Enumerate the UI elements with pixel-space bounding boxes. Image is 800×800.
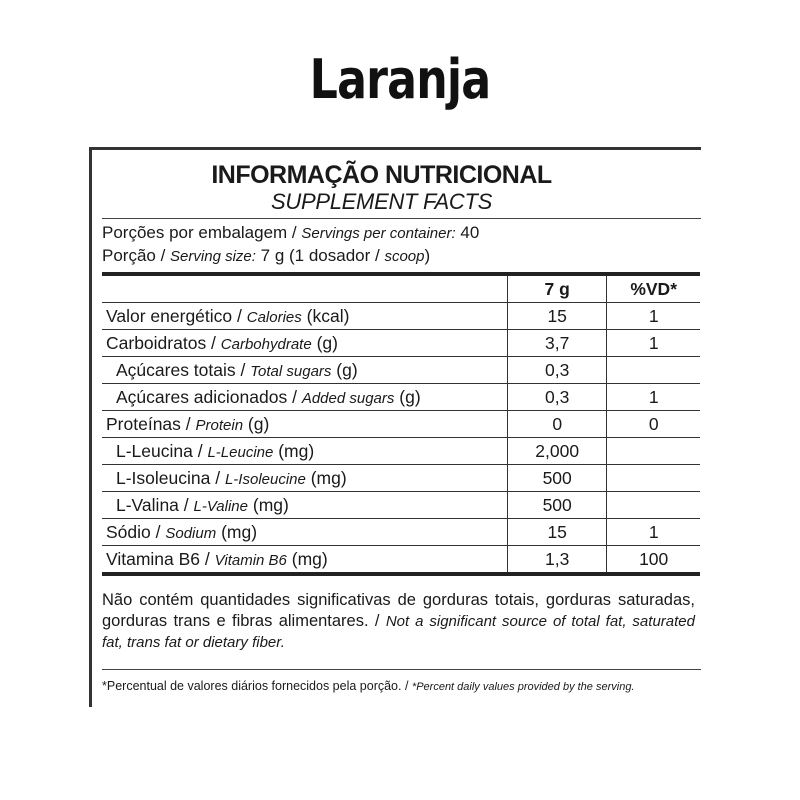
nutrient-amount: 0,3 <box>508 384 607 411</box>
nutrient-name-en: Vitamin B6 <box>214 551 287 569</box>
nutrient-name <box>102 519 508 546</box>
nutrient-amount: 15 <box>508 303 607 330</box>
table-row <box>102 384 700 411</box>
nutrient-amount: 3,7 <box>508 330 607 357</box>
percent-note-en: *Percent daily values provided by the serving. <box>411 681 635 693</box>
serving-size-value: 7 g (1 dosador / <box>260 246 380 265</box>
table-row <box>102 330 700 357</box>
footnote <box>102 590 701 653</box>
nutrient-daily-value: 1 <box>607 384 700 411</box>
nutrient-name <box>102 438 508 465</box>
servings-per-container-value: 40 <box>460 223 480 242</box>
nutrient-name-en: Total sugars <box>250 362 332 380</box>
footnote-pt: Não contém quantidades significativas de gorduras totais, gorduras saturadas, gorduras trans e fibras alimentares. / <box>102 591 695 630</box>
nutrient-unit: (g) <box>316 332 338 353</box>
nutrient-unit: (g) <box>399 386 421 407</box>
nutrient-name-pt: L-Valina / <box>116 494 189 515</box>
nutrient-name-en: L-Leucine <box>207 443 274 461</box>
flavor-title: Laranja <box>309 48 491 111</box>
serving-size-pt: Porção / <box>102 246 166 265</box>
servings-per-container <box>102 222 701 245</box>
nutrient-amount: 500 <box>508 465 607 492</box>
nutrient-name <box>102 465 508 492</box>
nutrition-label <box>89 147 701 707</box>
table-row <box>102 465 700 492</box>
percent-daily-note <box>102 669 701 695</box>
nutrient-name-en: Carbohydrate <box>220 335 312 353</box>
nutrient-name-en: Added sugars <box>301 389 395 407</box>
nutrient-name-pt: Valor energético / <box>106 305 242 326</box>
servings-info <box>102 218 701 268</box>
nutrient-amount: 15 <box>508 519 607 546</box>
nutrient-daily-value: 1 <box>607 303 700 330</box>
serving-size-en2: scoop <box>384 248 425 265</box>
nutrient-amount: 0 <box>508 411 607 438</box>
nutrient-daily-value <box>607 438 700 465</box>
nutrient-name-en: Sodium <box>165 524 217 542</box>
table-row <box>102 303 700 330</box>
table-header-row <box>102 274 700 303</box>
table-row <box>102 492 700 519</box>
nutrient-daily-value <box>607 465 700 492</box>
nutrient-unit: (mg) <box>278 440 315 461</box>
nutrient-daily-value: 1 <box>607 519 700 546</box>
nutrient-daily-value: 0 <box>607 411 700 438</box>
nutrient-name-pt: Proteínas / <box>106 413 191 434</box>
nutrient-name-pt: Sódio / <box>106 521 161 542</box>
servings-per-container-pt: Porções por embalagem / <box>102 223 297 242</box>
nutrient-unit: (mg) <box>291 548 328 569</box>
nutrient-name <box>102 330 508 357</box>
nutrient-name-pt: Carboidratos / <box>106 332 216 353</box>
nutrient-name-pt: L-Isoleucina / <box>116 467 221 488</box>
serving-size-en: Serving size: <box>170 248 256 265</box>
table-row <box>102 438 700 465</box>
nutrition-table <box>102 272 700 576</box>
nutrient-name-en: L-Isoleucine <box>224 470 306 488</box>
nutrient-unit: (mg) <box>310 467 347 488</box>
label-header <box>102 160 701 214</box>
nutrient-name-en: Protein <box>195 416 244 434</box>
nutrient-name-pt: Vitamina B6 / <box>106 548 210 569</box>
nutrient-name-pt: Açúcares totais / <box>116 359 246 380</box>
nutrient-name-en: Calories <box>246 308 302 326</box>
table-row <box>102 357 700 384</box>
servings-per-container-en: Servings per container: <box>301 225 456 242</box>
nutrient-name <box>102 492 508 519</box>
nutrient-unit: (kcal) <box>306 305 350 326</box>
nutrient-name <box>102 546 508 575</box>
table-row <box>102 411 700 438</box>
nutrient-unit: (mg) <box>252 494 289 515</box>
nutrient-name <box>102 411 508 438</box>
percent-note-pt: *Percentual de valores diários fornecidos pela porção. / <box>102 679 409 693</box>
nutrient-daily-value: 1 <box>607 330 700 357</box>
nutrient-amount: 500 <box>508 492 607 519</box>
nutrient-name <box>102 384 508 411</box>
nutrient-name <box>102 357 508 384</box>
label-title-pt: INFORMAÇÃO NUTRICIONAL <box>211 161 552 189</box>
nutrient-daily-value <box>607 357 700 384</box>
serving-size-close: ) <box>424 246 431 265</box>
nutrient-daily-value: 100 <box>607 546 700 575</box>
amount-column-header: 7 g <box>508 274 607 303</box>
nutrient-unit: (g) <box>336 359 358 380</box>
serving-size <box>102 245 701 268</box>
nutrient-unit: (mg) <box>221 521 258 542</box>
nutrient-name-pt: L-Leucina / <box>116 440 203 461</box>
nutrient-name <box>102 303 508 330</box>
table-row <box>102 546 700 575</box>
dv-column-header: %VD* <box>607 274 700 303</box>
table-row <box>102 519 700 546</box>
label-title-en: SUPPLEMENT FACTS <box>271 189 492 214</box>
nutrient-unit: (g) <box>247 413 270 434</box>
nutrition-table-body <box>102 303 700 575</box>
nutrient-column-header <box>102 274 508 303</box>
nutrient-name-en: L-Valine <box>193 497 248 515</box>
nutrient-name-pt: Açúcares adicionados / <box>116 386 297 407</box>
nutrient-amount: 0,3 <box>508 357 607 384</box>
nutrient-amount: 2,000 <box>508 438 607 465</box>
footnote-en: Not a significant source of total fat, saturated fat, trans fat or dietary fiber. <box>102 613 695 651</box>
nutrient-amount: 1,3 <box>508 546 607 575</box>
nutrient-daily-value <box>607 492 700 519</box>
